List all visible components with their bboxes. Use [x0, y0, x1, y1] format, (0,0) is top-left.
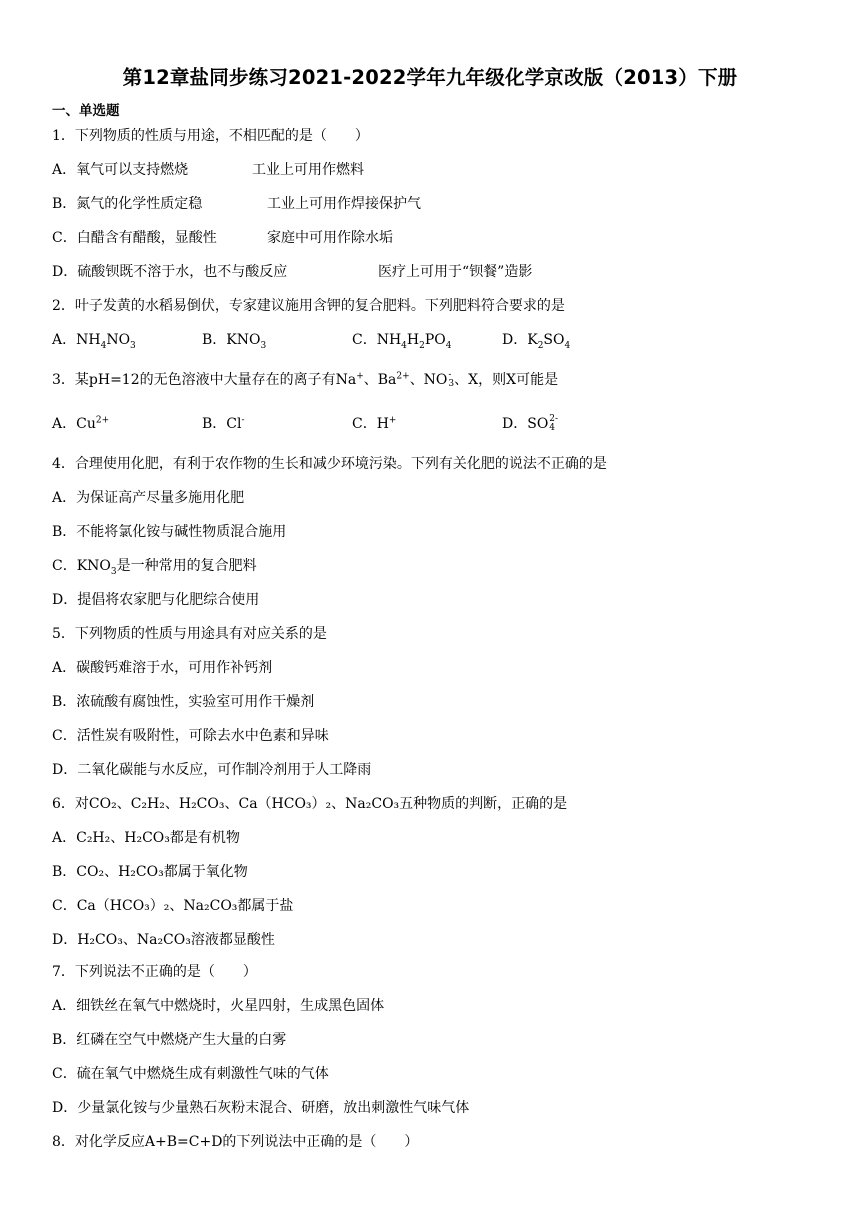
question-6-stem: 6．对CO₂、C₂H₂、H₂CO₃、Ca（HCO₃）₂、Na₂CO₃五种物质的判断，正确的是: [52, 796, 568, 812]
option-d-use: 医疗上可用于“钡餐”造影: [378, 264, 533, 280]
option-a-property: A．氧气可以支持燃烧: [52, 162, 189, 178]
question-4-option-b: B．不能将氯化铵与碱性物质混合施用: [52, 524, 287, 540]
option-d: D．$K_2SO_4$: [502, 332, 571, 351]
page-title: 第12章盐同步练习2021-2022学年九年级化学京改版（2013）下册: [122, 66, 738, 89]
option-b: B．$KNO_3$: [202, 332, 267, 351]
question-5-stem: 5．下列物质的性质与用途具有对应关系的是: [52, 626, 327, 642]
option-c-property: C．白醋含有醋酸，显酸性: [52, 230, 217, 246]
option-c: C．$NH_4H_2PO_4$: [352, 332, 452, 351]
question-1-option-a: [52, 160, 364, 180]
option-c-use: 家庭中可用作除水垢: [267, 230, 393, 246]
option-b-property: B．氮气的化学性质定稳: [52, 196, 203, 212]
question-7-option-c: C．硫在氧气中燃烧生成有刺激性气味的气体: [52, 1066, 329, 1082]
section-heading: 一、单选题: [52, 103, 120, 119]
question-7-stem: 7．下列说法不正确的是（ ）: [52, 964, 257, 980]
option-b-use: 工业上可用作焊接保护气: [267, 196, 421, 212]
question-6-option-b: B．CO₂、H₂CO₃都属于氧化物: [52, 864, 248, 880]
question-5-option-b: B．浓硫酸有腐蚀性，实验室可用作干燥剂: [52, 694, 315, 710]
question-2-stem: 2．叶子发黄的水稻易倒伏，专家建议施用含钾的复合肥料。下列肥料符合要求的是: [52, 298, 565, 314]
option-b: B．Cl-: [202, 415, 245, 432]
question-7-option-a: A．细铁丝在氧气中燃烧时，火星四射，生成黑色固体: [52, 998, 385, 1014]
question-1-stem: 1．下列物质的性质与用途，不相匹配的是（ ）: [52, 128, 369, 144]
question-4-stem: 4．合理使用化肥，有利于农作物的生长和减少环境污染。下列有关化肥的说法不正确的是: [52, 456, 607, 472]
option-c: C．H+: [352, 415, 397, 432]
option-d: D．SO 2- 4: [502, 414, 559, 433]
question-7-option-d: D．少量氯化铵与少量熟石灰粉末混合、研磨，放出刺激性气味气体: [52, 1100, 470, 1116]
question-4-option-d: D．提倡将农家肥与化肥综合使用: [52, 592, 260, 608]
question-5-option-c: C．活性炭有吸附性，可除去水中色素和异味: [52, 728, 329, 744]
question-3-stem: 3．某pH=12的无色溶液中大量存在的离子有Na+、$Ba^{2+}$、NO - 3 、X，则X可能是: [52, 370, 559, 389]
option-a: A．$NH_4NO_3$: [52, 332, 136, 351]
option-a: A．$Cu^{2+}$: [52, 415, 110, 432]
option-a-use: 工业上可用作燃料: [252, 162, 364, 178]
question-1-option-d: [52, 262, 533, 282]
question-5-option-d: D．二氧化碳能与水反应，可作制冷剂用于人工降雨: [52, 762, 372, 778]
question-1-option-b: [52, 194, 421, 214]
question-4-option-a: A．为保证高产尽量多施用化肥: [52, 490, 245, 506]
question-6-option-a: A．C₂H₂、H₂CO₃都是有机物: [52, 830, 240, 846]
question-5-option-a: A．碳酸钙难溶于水，可用作补钙剂: [52, 660, 273, 676]
question-6-option-c: C．Ca（HCO₃）₂、Na₂CO₃都属于盐: [52, 898, 294, 914]
question-1-option-c: [52, 228, 393, 248]
question-6-option-d: D．H₂CO₃、Na₂CO₃溶液都显酸性: [52, 932, 275, 948]
question-4-option-c: C．$KNO_3$是一种常用的复合肥料: [52, 558, 257, 577]
question-7-option-b: B．红磷在空气中燃烧产生大量的白雾: [52, 1032, 287, 1048]
question-8-stem: 8．对化学反应A+B=C+D的下列说法中正确的是（ ）: [52, 1134, 419, 1150]
option-d-property: D．硫酸钡既不溶于水，也不与酸反应: [52, 264, 288, 280]
